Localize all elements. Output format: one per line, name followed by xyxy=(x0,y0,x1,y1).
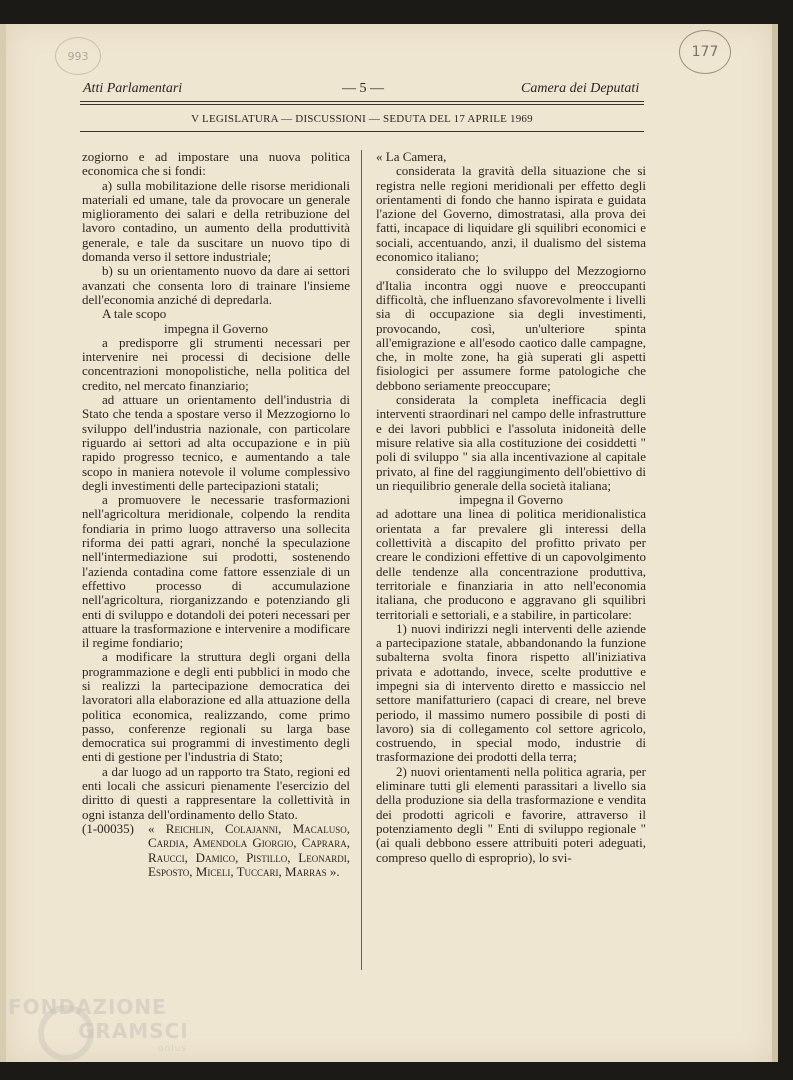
motion-code: (1-00035) xyxy=(82,820,134,836)
header-right: Camera dei Deputati xyxy=(521,81,640,96)
left-column xyxy=(82,150,350,879)
paragraph: zogiorno e ad impostare una nuova politica economica che si fondi: xyxy=(82,149,350,179)
paragraph: ad adottare una linea di politica meridionalistica orientata a far prevalere gli interessi della collettività a discapito del profitto privato per creare le condizioni effettive di un capovolgimento delle tendenze alla concentrazione produttiva, territoriale e finanziaria in atto nell'economia italiana, che producono e aggravano gli squilibri territoriali e settoriali, e a stabilire, in particolare: xyxy=(376,506,646,622)
paragraph: ad attuare un orientamento dell'industria di Stato che tenda a spostare verso il Mezzogiorno lo sviluppo dell'industria nazionale, con particolare riguardo ai settori ad alta occupazione e in più rapido progresso tecnico, e aumentando a tale scopo in maniera notevole il volume complessivo degli investimenti delle partecipazioni statali; xyxy=(82,392,350,493)
watermark-line3: onlus xyxy=(158,1044,188,1054)
paragraph-heading: impegna il Governo xyxy=(164,320,268,336)
paragraph: a predisporre gli strumenti necessari per intervenire nei processi di decisione delle concentrazioni monopolistiche, nella politica del credito, nel mercato finanziario; xyxy=(82,334,350,393)
signature-block xyxy=(82,822,350,879)
page-number: — 5 — xyxy=(342,81,384,96)
paragraph-heading: impegna il Governo xyxy=(459,492,563,508)
paragraph: considerata la completa inefficacia degli interventi straordinari nel campo delle infrastrutture e dei lavori pubblici e l'assoluta inidoneità delle misure relative sia alla costituzione dei cosiddetti " poli di sviluppo " sia alla incentivazione al capitale privato, al fine del raggiungimento dell'obiettivo di un riequilibrio generale della società italiana; xyxy=(376,392,646,493)
paragraph: « La Camera, xyxy=(376,149,447,164)
archive-stamp-left: 993 xyxy=(55,37,101,75)
subtitle-rule xyxy=(80,131,644,132)
archive-stamp-right: 177 xyxy=(679,30,731,74)
header-rule-double xyxy=(80,104,644,105)
paragraph: b) su un orientamento nuovo da dare ai settori avanzati che consenta loro di trainare l'insieme dell'economia anziché di depredarla. xyxy=(82,263,350,307)
watermark-ring-icon xyxy=(38,1005,94,1061)
paragraph: a promuovere le necessarie trasformazioni nell'agricoltura meridionale, colpendo la rendita fondiaria in primo luogo attraverso una sollecita riforma dei patti agrari, nonché la speculazione nell'intermediazione sui prodotti, sostenendo l'azienda contadina come fattore essenziale di un effettivo processo di accumulazione nell'agricoltura, riorganizzando e potenziando gli enti di sviluppo e dotandoli dei poteri necessari per attuare la trasformazione e intervenire a modificare il regime fondiario; xyxy=(82,492,350,651)
watermark-line1: FONDAZIONE xyxy=(8,995,167,1019)
paragraph: a dar luogo ad un rapporto tra Stato, regioni ed enti locali che assicuri pienamente l'esercizio del diritto di questi a rappresentare la collettività in ogni istanza dell'ordinamento dello Stato. xyxy=(82,763,350,822)
header-rule-top xyxy=(80,101,644,102)
paragraph: a modificare la struttura degli organi della programmazione e degli enti pubblici in modo che si realizzi la partecipazione democratica dei lavoratori alla elaborazione ed alla attuazione della politica economica, realizzando, come primo passo, conferenze regionali su larga base democratica sui programmi di investimento degli enti di gestione per l'industria di Stato; xyxy=(82,649,350,765)
paragraph: 2) nuovi orientamenti nella politica agraria, per eliminare tutti gli elementi parassitari a livello sia della produzione sia della trasformazione e vendita dei prodotti agricoli e favorire, attraverso il potenziamento degli " Enti di sviluppo regionale " (ai quali debbono essere attribuiti poteri adeguati, compreso quello di esproprio), lo svi- xyxy=(376,763,646,865)
paragraph: 1) nuovi indirizzi negli interventi delle aziende a partecipazione statale, abbandonando la funzione subalterna svolta finora rispetto all'iniziativa privata e adottando, invece, scelte produttive e impegni sia di intervento diretto e massiccio nel settore manifatturiero (capaci di creare, nel breve periodo, il massimo numero possibile di posti di lavoro) sia di collegamento col settore agricolo, costruendo, in special modo, industrie di trasformazione dei prodotti della terra; xyxy=(376,620,646,765)
paragraph: a) sulla mobilitazione delle risorse meridionali materiali ed umane, tale da provocare un generale miglioramento dei salari e della retribuzione del lavoro contadino, un aumento della produttività generale, e tale da suscitare un nuovo tipo di domanda verso il settore industriale; xyxy=(82,177,350,265)
paragraph: considerato che lo sviluppo del Mezzogiorno d'Italia incontra oggi nuove e preoccupanti difficoltà, che influenzano sfavorevolmente i livelli sia di occupazione sia degli investimenti, provocando, così, un'ulteriore spinta all'emigrazione e all'esodo caotico dalle campagne, che, in molte zone, ha già superati gli aspetti fisiologici per assumere forme patologiche che debbono seriamente preoccupare; xyxy=(376,263,646,393)
paragraph: considerata la gravità della situazione che si registra nelle regioni meridionali per effetto degli orientamenti di fondo che hanno ispirata e guidata l'azione del Governo, dimostratasi, alla prova dei fatti, incapace di liquidare gli squilibri economici e sociali, accentuando, anzi, il dualismo del sistema economico italiano; xyxy=(376,163,646,265)
signatories: « Reichlin, Colajanni, Macaluso, Cardia, Amendola Giorgio, Caprara, Raucci, Damico, Pistillo, Leonardi, Esposto, Miceli, Tuccari, Marras ». xyxy=(148,820,350,879)
watermark-line2: GRAMSCI xyxy=(78,1019,189,1043)
watermark-logo xyxy=(8,995,189,1055)
right-column xyxy=(376,150,646,865)
header-left: Atti Parlamentari xyxy=(83,81,183,96)
session-subtitle: V LEGISLATURA — DISCUSSIONI — SEDUTA DEL 17 APRILE 1969 xyxy=(191,113,533,125)
column-separator xyxy=(361,150,362,970)
paragraph: A tale scopo xyxy=(102,306,167,322)
page-right-edge xyxy=(772,24,778,1062)
